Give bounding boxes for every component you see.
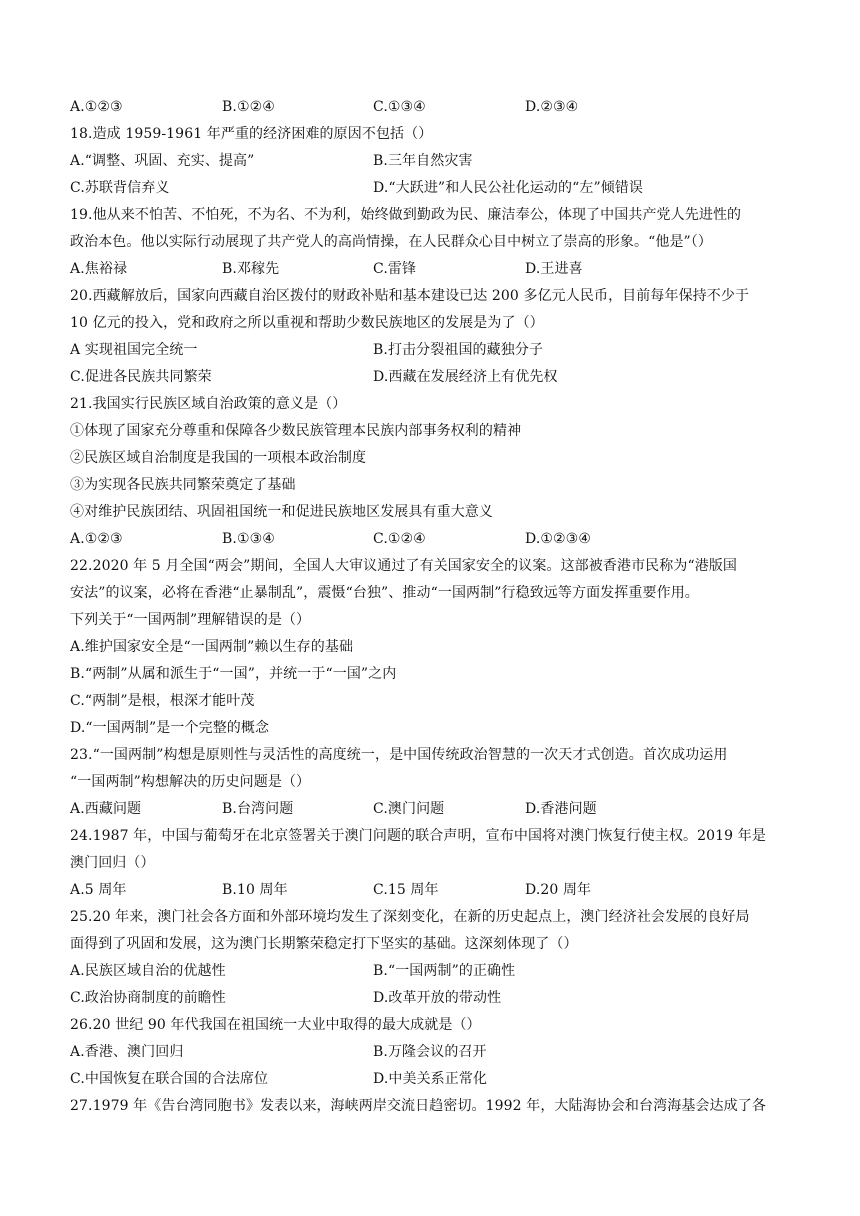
q21-statement: ③为实现各民族共同繁荣奠定了基础 bbox=[70, 477, 296, 493]
q23-stem-line: 23.“一国两制”构想是原则性与灵活性的高度统一，是中国传统政治智慧的一次天才式创造。首次成功运用 bbox=[70, 747, 728, 763]
q21-statement: ④对维护民族团结、巩固祖国统一和促进民族地区发展具有重大意义 bbox=[70, 504, 493, 520]
q24-option-a[interactable]: A.5 周年 bbox=[70, 882, 127, 898]
q24-stem-line: 澳门回归（） bbox=[70, 855, 155, 871]
q19-option-b[interactable]: B.邓稼先 bbox=[222, 261, 280, 277]
q18-stem: 18.造成 1959-1961 年严重的经济困难的原因不包括（） bbox=[70, 126, 433, 142]
q20-option-a[interactable]: A 实现祖国完全统一 bbox=[70, 342, 198, 358]
q21-stem: 21.我国实行民族区域自治政策的意义是（） bbox=[70, 396, 347, 412]
q22-option-c[interactable]: C.“两制”是根，根深才能叶茂 bbox=[70, 693, 255, 709]
q18-option-b[interactable]: B.三年自然灾害 bbox=[373, 153, 473, 169]
q23-option-d[interactable]: D.香港问题 bbox=[525, 801, 597, 817]
q25-option-a[interactable]: A.民族区域自治的优越性 bbox=[70, 963, 226, 979]
q25-stem-line: 25.20 年来，澳门社会各方面和外部环境均发生了深刻变化，在新的历史起点上，澳门经济社会发展的良好局 bbox=[70, 909, 750, 925]
q25-option-c[interactable]: C.政治协商制度的前瞻性 bbox=[70, 990, 226, 1006]
q22-option-d[interactable]: D.“一国两制”是一个完整的概念 bbox=[70, 720, 270, 736]
q23-option-b[interactable]: B.台湾问题 bbox=[222, 801, 294, 817]
q27-stem-line: 27.1979 年《告台湾同胞书》发表以来，海峡两岸交流日趋密切。1992 年，大陆海协会和台湾海基会达成了各 bbox=[70, 1098, 766, 1114]
q18-option-c[interactable]: C.苏联背信弃义 bbox=[70, 180, 170, 196]
q22-option-b[interactable]: B.“两制”从属和派生于“一国”，并统一于“一国”之内 bbox=[70, 666, 397, 682]
q22-option-a[interactable]: A.维护国家安全是“一国两制”赖以生存的基础 bbox=[70, 639, 354, 655]
q26-option-a[interactable]: A.香港、澳门回归 bbox=[70, 1044, 184, 1060]
q19-option-c[interactable]: C.雷锋 bbox=[373, 261, 417, 277]
q21-statement: ②民族区域自治制度是我国的一项根本政治制度 bbox=[70, 450, 367, 466]
q20-stem-line: 10 亿元的投入，党和政府之所以重视和帮助少数民族地区的发展是为了（） bbox=[70, 315, 544, 331]
q25-option-d[interactable]: D.改革开放的带动性 bbox=[373, 990, 502, 1006]
q21-option-c[interactable]: C.①②④ bbox=[373, 531, 426, 547]
q20-option-c[interactable]: C.促进各民族共同繁荣 bbox=[70, 369, 212, 385]
q20-option-b[interactable]: B.打击分裂祖国的藏独分子 bbox=[373, 342, 544, 358]
q26-stem: 26.20 世纪 90 年代我国在祖国统一大业中取得的最大成就是（） bbox=[70, 1017, 481, 1033]
q26-option-c[interactable]: C.中国恢复在联合国的合法席位 bbox=[70, 1071, 269, 1087]
q21-statement: ①体现了国家充分尊重和保障各少数民族管理本民族内部事务权利的精神 bbox=[70, 423, 522, 439]
q24-option-c[interactable]: C.15 周年 bbox=[373, 882, 439, 898]
q24-stem-line: 24.1987 年，中国与葡萄牙在北京签署关于澳门问题的联合声明，宣布中国将对澳门恢复行使主权。2019 年是 bbox=[70, 828, 766, 844]
q20-stem-line: 20.西藏解放后，国家向西藏自治区拨付的财政补贴和基本建设已达 200 多亿元人民币，目前每年保持不少于 bbox=[70, 288, 750, 304]
q19-option-a[interactable]: A.焦裕禄 bbox=[70, 261, 128, 277]
q22-stem-line: 下列关于“一国两制”理解错误的是（） bbox=[70, 612, 311, 628]
q22-stem-line: 安法”的议案，必将在香港“止暴制乱”，震慑“台独”、推动“一国两制”行稳致远等方面发挥重要作用。 bbox=[70, 585, 699, 601]
q18-option-d[interactable]: D.“大跃进”和人民公社化运动的“左”倾错误 bbox=[373, 180, 644, 196]
q18-option-a[interactable]: A.“调整、巩固、充实、提高” bbox=[70, 153, 255, 169]
q21-option-d[interactable]: D.①②③④ bbox=[525, 531, 591, 547]
q20-option-d[interactable]: D.西藏在发展经济上有优先权 bbox=[373, 369, 558, 385]
q17-option-c[interactable]: C.①③④ bbox=[373, 99, 426, 115]
q26-option-d[interactable]: D.中美关系正常化 bbox=[373, 1071, 488, 1087]
q17-option-d[interactable]: D.②③④ bbox=[525, 99, 579, 115]
q25-stem-line: 面得到了巩固和发展，这为澳门长期繁荣稳定打下坚实的基础。这深刻体现了（） bbox=[70, 936, 578, 952]
q19-option-d[interactable]: D.王进喜 bbox=[525, 261, 583, 277]
q26-option-b[interactable]: B.万隆会议的召开 bbox=[373, 1044, 487, 1060]
q19-stem-line: 19.他从来不怕苦、不怕死，不为名、不为利，始终做到勤政为民、廉洁奉公，体现了中国共产党人先进性的 bbox=[70, 207, 742, 223]
q17-option-b[interactable]: B.①②④ bbox=[222, 99, 275, 115]
q24-option-d[interactable]: D.20 周年 bbox=[525, 882, 592, 898]
q23-option-c[interactable]: C.澳门问题 bbox=[373, 801, 445, 817]
q24-option-b[interactable]: B.10 周年 bbox=[222, 882, 288, 898]
q21-option-a[interactable]: A.①②③ bbox=[70, 531, 123, 547]
q22-stem-line: 22.2020 年 5 月全国“两会”期间，全国人大审议通过了有关国家安全的议案。这部被香港市民称为“港版国 bbox=[70, 558, 738, 574]
q17-option-a[interactable]: A.①②③ bbox=[70, 99, 123, 115]
q19-stem-line: 政治本色。他以实际行动展现了共产党人的高尚情操，在人民群众心目中树立了崇高的形象。“他是”（） bbox=[70, 234, 713, 250]
q23-option-a[interactable]: A.西藏问题 bbox=[70, 801, 142, 817]
q21-option-b[interactable]: B.①③④ bbox=[222, 531, 275, 547]
q25-option-b[interactable]: B.“一国两制”的正确性 bbox=[373, 963, 516, 979]
q23-stem-line: “一国两制”构想解决的历史问题是（） bbox=[70, 774, 311, 790]
